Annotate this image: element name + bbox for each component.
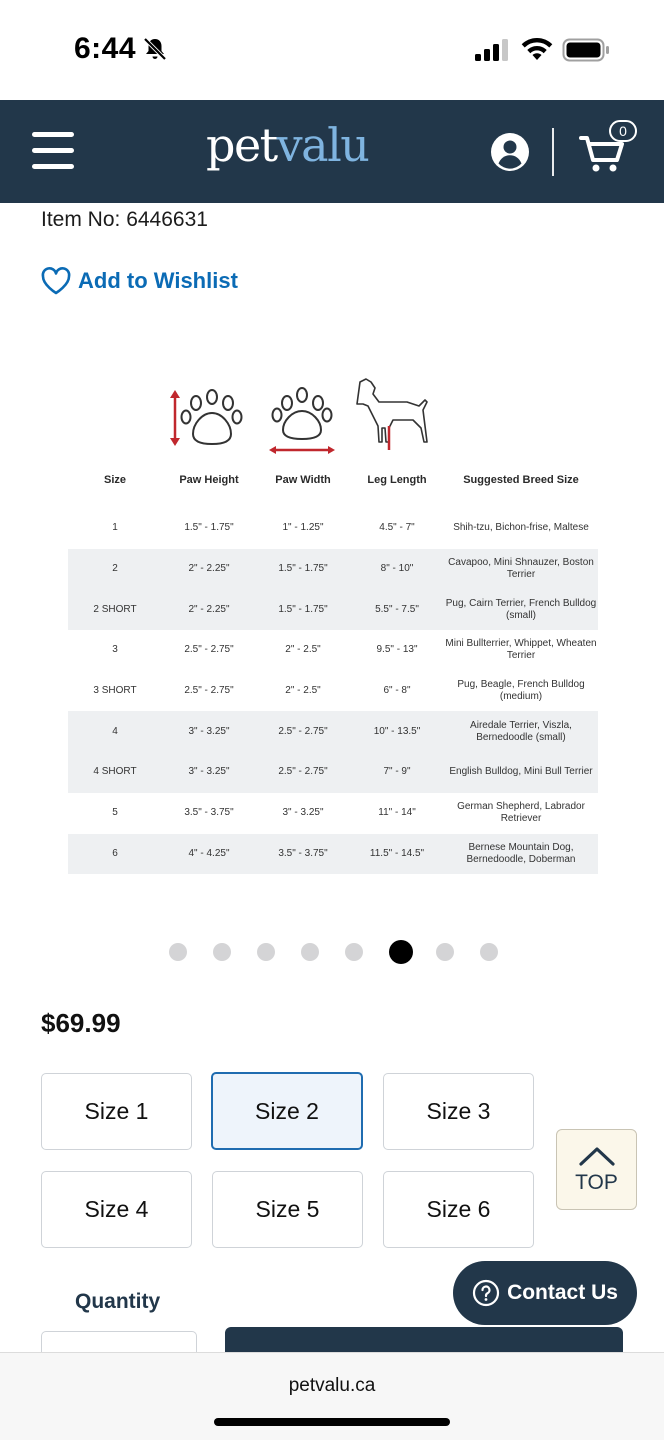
chart-row <box>68 549 598 590</box>
chart-cell: 2.5" - 2.75" <box>184 644 234 656</box>
top-label: TOP <box>575 1170 618 1194</box>
site-header <box>0 100 664 203</box>
bell-off-icon <box>142 36 168 62</box>
chart-header-breed: Suggested Breed Size <box>463 474 579 486</box>
chart-cell: 3.5" - 3.75" <box>184 807 234 819</box>
size-chart-image[interactable] <box>68 370 598 870</box>
chart-row <box>68 752 598 793</box>
chart-cell: 3" - 3.25" <box>282 807 324 819</box>
carousel-dot[interactable] <box>345 943 363 961</box>
contact-us-label: Contact Us <box>507 1281 618 1304</box>
chart-cell: German Shepherd, Labrador Retriever <box>457 801 585 825</box>
menu-icon[interactable] <box>32 132 74 172</box>
chart-row <box>68 508 598 549</box>
carousel-dot[interactable] <box>436 943 454 961</box>
chart-cell: 8" - 10" <box>380 563 414 575</box>
chart-cell: Pug, Cairn Terrier, French Bulldog (small) <box>445 597 597 621</box>
chart-cell: 1.5" - 1.75" <box>184 522 234 534</box>
size-option-4[interactable]: Size 4 <box>41 1171 192 1248</box>
chart-cell: 2.5" - 2.75" <box>278 766 328 778</box>
chart-cell: Pug, Beagle, French Bulldog (medium) <box>457 679 585 703</box>
chart-cell: 1.5" - 1.75" <box>278 563 328 575</box>
heart-icon <box>40 266 72 296</box>
chart-row <box>68 793 598 834</box>
chart-cell: 7" - 9" <box>383 766 411 778</box>
chart-cell: 2.5" - 2.75" <box>278 725 328 737</box>
chart-row <box>68 589 598 630</box>
battery-icon <box>562 37 610 63</box>
product-price: $69.99 <box>41 1008 121 1038</box>
home-indicator <box>214 1418 450 1426</box>
chart-cell: Airedale Terrier, Viszla, Bernedoodle (small) <box>470 719 572 743</box>
header-divider <box>552 128 554 176</box>
chart-cell: 10" - 13.5" <box>373 725 421 737</box>
chart-cell: 3.5" - 3.75" <box>278 847 328 859</box>
cart-count-badge: 0 <box>609 120 637 142</box>
chart-cell: 1" - 1.25" <box>282 522 324 534</box>
petvalu-logo[interactable] <box>206 118 368 172</box>
back-to-top-button[interactable] <box>556 1129 637 1210</box>
chart-cell: 2 SHORT <box>93 603 137 615</box>
logo-pet: pet <box>206 118 277 172</box>
chart-cell: 5 <box>112 807 118 819</box>
carousel-dot[interactable] <box>480 943 498 961</box>
chart-header-paw-height: Paw Height <box>179 474 239 486</box>
chart-cell: 3" - 3.25" <box>188 766 230 778</box>
carousel-dots <box>169 940 524 964</box>
chart-header-paw-width: Paw Width <box>275 474 331 486</box>
chart-cell: Cavapoo, Mini Shnauzer, Boston Terrier <box>448 557 594 581</box>
chart-cell: 2" - 2.5" <box>285 644 321 656</box>
carousel-dot[interactable] <box>257 943 275 961</box>
wifi-icon <box>520 36 554 62</box>
carousel-dot-active[interactable] <box>389 940 413 964</box>
status-bar <box>0 0 664 100</box>
size-option-6[interactable]: Size 6 <box>383 1171 534 1248</box>
chart-row <box>68 630 598 671</box>
chart-cell: 6 <box>112 847 118 859</box>
chart-cell: Bernese Mountain Dog, Bernedoodle, Doberman <box>466 841 576 865</box>
chart-cell: 2.5" - 2.75" <box>184 685 234 697</box>
add-to-wishlist-link[interactable] <box>40 266 238 296</box>
chart-cell: 4 SHORT <box>93 766 137 778</box>
wishlist-label: Add to Wishlist <box>78 268 238 293</box>
chart-cell: 11" - 14" <box>378 807 416 819</box>
contact-us-button[interactable] <box>453 1261 637 1325</box>
chart-cell: 3" - 3.25" <box>188 725 230 737</box>
url-display[interactable]: petvalu.ca <box>288 1375 376 1396</box>
chart-cell: 4" - 4.25" <box>188 847 230 859</box>
browser-address-bar <box>0 1352 664 1440</box>
chart-cell: 1.5" - 1.75" <box>278 603 328 615</box>
chevron-up-icon <box>578 1145 616 1167</box>
size-option-2-selected[interactable]: Size 2 <box>211 1072 363 1150</box>
chart-cell: 3 <box>112 644 118 656</box>
chart-row <box>68 834 598 875</box>
carousel-dot[interactable] <box>213 943 231 961</box>
size-option-5[interactable]: Size 5 <box>212 1171 363 1248</box>
chart-cell: Mini Bullterrier, Whippet, Wheaten Terrier <box>445 638 597 662</box>
chart-cell: 2" - 2.25" <box>188 563 230 575</box>
chart-cell: 4.5" - 7" <box>379 522 415 534</box>
chart-cell: 9.5" - 13" <box>376 644 418 656</box>
chart-row <box>68 711 598 752</box>
chart-cell: 2" - 2.5" <box>285 685 321 697</box>
quantity-label: Quantity <box>75 1290 161 1313</box>
chart-cell: 4 <box>112 725 118 737</box>
chart-cell: 3 SHORT <box>93 685 137 697</box>
carousel-dot[interactable] <box>301 943 319 961</box>
carousel-dot[interactable] <box>169 943 187 961</box>
size-option-3[interactable]: Size 3 <box>383 1073 534 1150</box>
chart-cell: Shih-tzu, Bichon-frise, Maltese <box>453 522 589 534</box>
chart-cell: English Bulldog, Mini Bull Terrier <box>449 766 593 778</box>
chart-header-leg-length: Leg Length <box>367 474 427 486</box>
logo-valu: valu <box>276 118 369 172</box>
chart-cell: 11.5" - 14.5" <box>369 847 425 859</box>
chart-row <box>68 671 598 712</box>
chart-cell: 6" - 8" <box>383 685 411 697</box>
chart-header-size: Size <box>103 474 126 486</box>
chart-cell: 5.5" - 7.5" <box>375 603 419 615</box>
paw-height-icon <box>170 390 242 446</box>
status-time: 6:44 <box>74 32 137 65</box>
cellular-signal-icon <box>474 38 510 62</box>
size-option-1[interactable]: Size 1 <box>41 1073 192 1150</box>
paw-width-icon <box>269 388 335 454</box>
item-number: Item No: 6446631 <box>41 208 208 231</box>
chart-cell: 2 <box>112 563 118 575</box>
chart-rows <box>68 508 598 874</box>
chart-illustrations <box>68 370 598 458</box>
account-icon[interactable] <box>490 132 530 172</box>
chart-cell: 2" - 2.25" <box>188 603 230 615</box>
help-icon <box>472 1279 500 1307</box>
chart-cell: 1 <box>112 522 118 534</box>
dog-leg-length-icon <box>357 379 427 442</box>
